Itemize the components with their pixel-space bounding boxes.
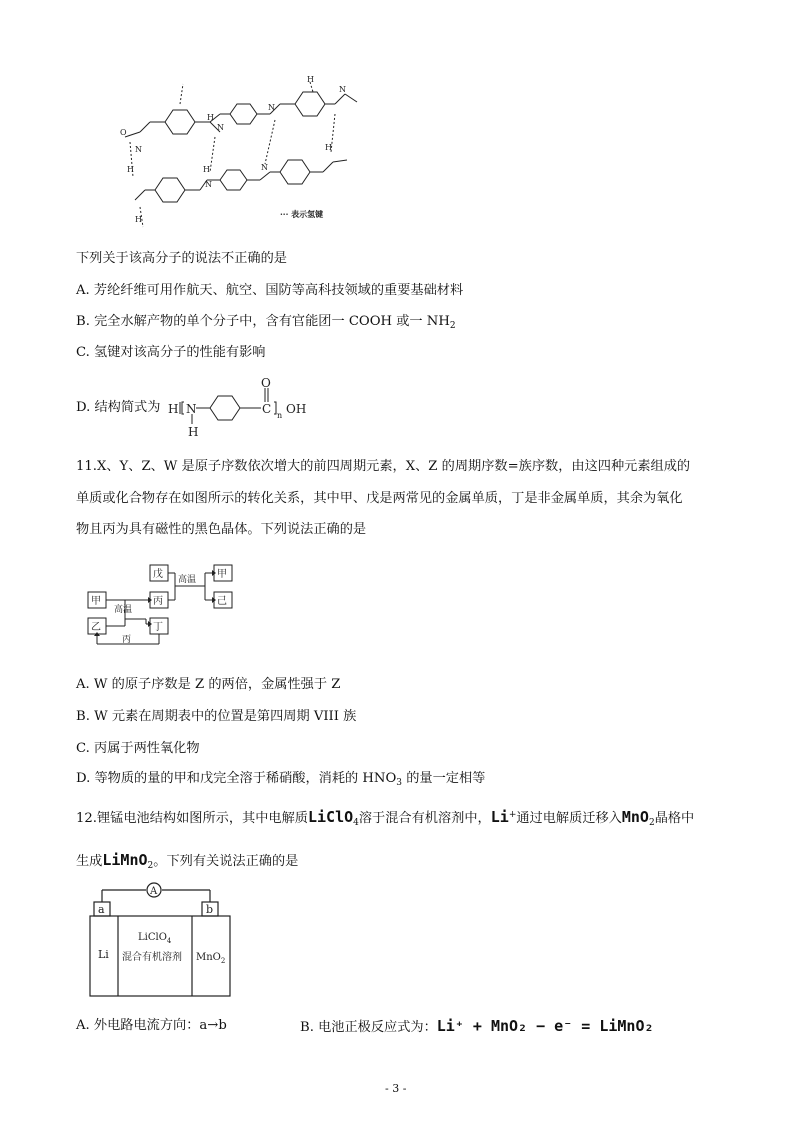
q10-option-d: D. 结构简式为 (76, 400, 161, 415)
formula-liclo4: LiClO (307, 808, 354, 826)
option-d-text-end: 的量一定相等 (402, 771, 486, 786)
page-number: - 3 - (385, 1082, 407, 1095)
formula-limno2: LiMnO (102, 851, 148, 869)
q12-text: 溶于混合有机溶剂中， (358, 811, 491, 826)
q12-text: 12.锂锰电池结构如图所示，其中电解质 (76, 811, 308, 826)
node-jia-product: 甲 (217, 569, 227, 580)
condition-high-temp-2: 高温 (178, 575, 197, 585)
subscript: 2 (648, 818, 655, 828)
q11-line-1: 11.X、Y、Z、W 是原子序数依次增大的前四周期元素，X、Z 的周期序数=族序数，由这四种元素组成的 (76, 459, 691, 474)
solvent-label: 混合有机溶剂 (122, 952, 182, 963)
cathode-formula: MnO (196, 952, 221, 963)
formula-h: H (168, 402, 179, 416)
atom-label: H (127, 165, 134, 174)
q10-option-b (76, 313, 456, 335)
atom-label: H (203, 165, 210, 174)
reagent-bing: 丙 (122, 635, 132, 645)
node-jia: 甲 (91, 596, 101, 607)
q12-text: 晶格中 (654, 811, 695, 826)
subscript: 4 (166, 937, 172, 945)
superscript: + (508, 810, 517, 820)
atom-label: H (135, 215, 142, 224)
atom-label: H (325, 143, 332, 152)
electrolyte-formula: LiClO (138, 932, 167, 943)
battery-diagram (88, 882, 236, 998)
formula-mno2: MnO (621, 808, 649, 826)
cathode-equation: Li⁺ + MnO₂ − e⁻ = LiMnO₂ (436, 1017, 654, 1035)
electrode-a-label: a (98, 903, 105, 916)
formula-n: N (186, 402, 197, 416)
cathode-mno2 (196, 952, 225, 965)
atom-label: H (207, 113, 214, 122)
q10-option-c: C. 氢键对该高分子的性能有影响 (76, 345, 266, 360)
atom-label: N (135, 145, 142, 154)
electrode-b-label: b (206, 903, 214, 916)
formula-li-ion: Li (490, 808, 509, 826)
q11-option-c: C. 丙属于两性氧化物 (76, 741, 200, 756)
atom-label: H (307, 75, 314, 84)
q12-option-b (300, 1017, 654, 1037)
subscript: 2 (449, 321, 456, 331)
node-ding: 丁 (153, 622, 163, 633)
formula-c: C (262, 402, 272, 416)
node-yi: 乙 (91, 622, 101, 633)
q12-line-1 (76, 806, 694, 832)
option-d-text: D. 等物质的量的甲和戊完全溶于稀硝酸，消耗的 HNO (76, 771, 397, 786)
atom-label: N (217, 123, 224, 132)
conversion-diagram (80, 562, 250, 650)
q11-line-2: 单质或化合物存在如图所示的转化关系，其中甲、戊是两常见的金属单质，丁是非金属单质，其余为氧化 (76, 491, 683, 506)
q10-stem: 下列关于该高分子的说法不正确的是 (76, 251, 287, 266)
polymer-structure-figure (95, 72, 365, 232)
subscript: 2 (147, 861, 154, 871)
q12-text: 生成 (76, 854, 103, 869)
subscript: 2 (220, 957, 226, 965)
node-ji: 己 (217, 596, 227, 607)
formula-oh: OH (286, 402, 307, 416)
q11-option-b: B. W 元素在周期表中的位置是第四周期 VIII 族 (76, 709, 357, 724)
q10-option-a: A. 芳纶纤维可用作航天、航空、国防等高科技领域的重要基础材料 (76, 283, 464, 298)
hydrogen-bond-legend: ··· 表示氢键 (280, 209, 324, 219)
anode-li: Li (98, 948, 109, 961)
node-bing: 丙 (153, 596, 163, 607)
formula-o: O (261, 376, 271, 390)
node-wu: 戊 (153, 569, 163, 580)
atom-label: N (205, 180, 212, 189)
q11-option-d (76, 770, 485, 792)
option-b-text: B. 电池正极反应式为： (300, 1020, 437, 1035)
subscript: 4 (353, 818, 359, 828)
subscript: 3 (396, 778, 403, 788)
formula-h2: H (188, 425, 199, 439)
atom-label: N (268, 103, 275, 112)
q12-line-2 (76, 851, 298, 875)
formula-n-subscript: n (277, 411, 283, 420)
q12-text: 。下列有关说法正确的是 (153, 854, 299, 869)
structural-formula-figure (166, 374, 316, 440)
condition-high-temp-1: 高温 (114, 605, 133, 615)
atom-label: N (339, 85, 346, 94)
q11-line-3: 物且丙为具有磁性的黑色晶体。下列说法正确的是 (76, 522, 367, 537)
q11-option-a: A. W 的原子序数是 Z 的两倍，金属性强于 Z (76, 677, 341, 692)
q12-option-a: A. 外电路电流方向：a→b (76, 1018, 227, 1033)
option-b-text: B. 完全水解产物的单个分子中，含有官能团一 COOH 或一 NH (76, 314, 450, 329)
atom-label: N (261, 163, 268, 172)
atom-label: O (120, 128, 127, 137)
q12-text: 通过电解质迁移入 (516, 811, 622, 826)
electrolyte-label (138, 932, 172, 945)
ammeter-label: A (150, 886, 158, 897)
